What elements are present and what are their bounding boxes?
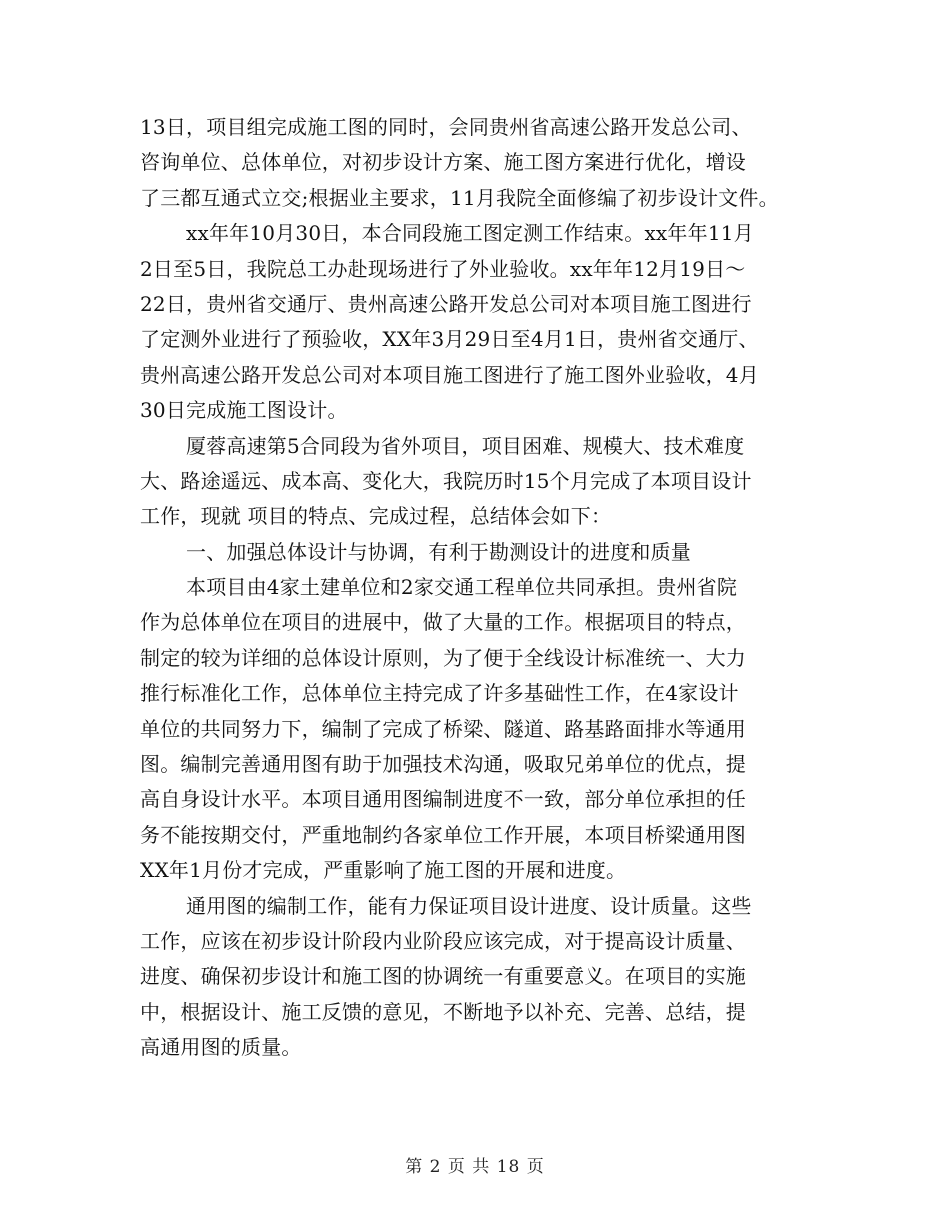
text-line: 图。编制完善通用图有助于加强技术沟通，吸取兄弟单位的优点，提 bbox=[140, 752, 746, 777]
text-line: 进度、确保初步设计和施工图的协调统一有重要意义。在项目的实施 bbox=[140, 964, 746, 989]
text-line: XX年1月份才完成，严重影响了施工图的开展和进度。 bbox=[140, 858, 627, 883]
text-line: 制定的较为详细的总体设计原则，为了便于全线设计标准统一、大力 bbox=[140, 645, 746, 670]
text-line: 工作，应该在初步设计阶段内业阶段应该完成，对于提高设计质量、 bbox=[140, 928, 746, 953]
text-line: xx年年10月30日，本合同段施工图定测工作结束。xx年年11月 bbox=[186, 221, 754, 246]
text-line: 30日完成施工图设计。 bbox=[140, 398, 348, 423]
text-line: 单位的共同努力下，编制了完成了桥梁、隧道、路基路面排水等通用 bbox=[140, 716, 746, 741]
text-line: 本项目由4家土建单位和2家交通工程单位共同承担。贵州省院 bbox=[186, 575, 738, 600]
text-line: 了三都互通式立交;根据业主要求，11月我院全面修编了初步设计文件。 bbox=[140, 185, 779, 210]
text-line: 贵州高速公路开发总公司对本项目施工图进行了施工图外业验收，4月 bbox=[140, 362, 759, 387]
document-body bbox=[140, 110, 820, 1066]
text-line: 高通用图的质量。 bbox=[140, 1035, 302, 1060]
text-line: 工作，现就 项目的特点、完成过程，总结体会如下： bbox=[140, 504, 612, 529]
text-line: 咨询单位、总体单位，对初步设计方案、施工图方案进行优化，增设 bbox=[140, 150, 746, 175]
text-line: 13日，项目组完成施工图的同时，会同贵州省高速公路开发总公司、 bbox=[140, 115, 752, 139]
text-line: 大、路途遥远、成本高、变化大，我院历时15个月完成了本项目设计 bbox=[140, 468, 752, 493]
text-line: 了定测外业进行了预验收，XX年3月29日至4月1日，贵州省交通厅、 bbox=[140, 327, 759, 352]
text-line: 22日，贵州省交通厅、贵州高速公路开发总公司对本项目施工图进行 bbox=[140, 291, 752, 316]
text-line: 中，根据设计、施工反馈的意见，不断地予以补充、完善、总结，提 bbox=[140, 999, 746, 1024]
text-line: 通用图的编制工作，能有力保证项目设计进度、设计质量。这些 bbox=[186, 893, 752, 918]
text-line: 厦蓉高速第5合同段为省外项目，项目困难、规模大、技术难度 bbox=[186, 433, 745, 458]
page-footer: 第 2 页 共 18 页 bbox=[405, 1157, 545, 1177]
text-line: 2日至5日，我院总工办赴现场进行了外业验收。xx年年12月19日～ bbox=[140, 256, 746, 281]
text-line: 高自身设计水平。本项目通用图编制进度不一致，部分单位承担的任 bbox=[140, 787, 746, 812]
text-line: 务不能按期交付，严重地制约各家单位工作开展，本项目桥梁通用图 bbox=[140, 822, 746, 847]
text-line: 一、加强总体设计与协调，有利于勘测设计的进度和质量 bbox=[186, 539, 691, 564]
text-line: 作为总体单位在项目的进展中，做了大量的工作。根据项目的特点， bbox=[140, 610, 746, 635]
text-line: 推行标准化工作，总体单位主持完成了许多基础性工作，在4家设计 bbox=[140, 681, 739, 706]
